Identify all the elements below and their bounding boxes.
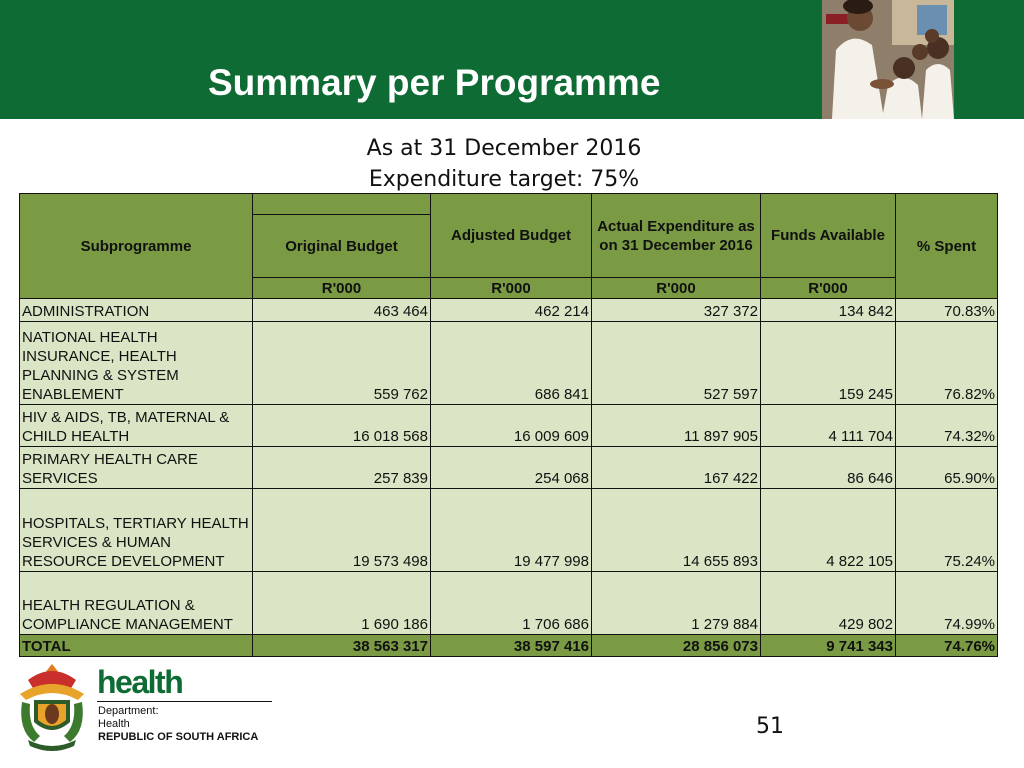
table-row	[20, 299, 998, 322]
brand-divider	[97, 701, 272, 702]
header-percent-spent: % Spent	[896, 194, 998, 299]
cell-funds-available: 4 111 704	[761, 405, 896, 447]
cell-original-budget: 257 839	[253, 447, 431, 489]
row-name: HIV & AIDS, TB, MATERNAL & CHILD HEALTH	[20, 405, 253, 447]
unit-label: R'000	[253, 278, 431, 299]
row-name: PRIMARY HEALTH CARE SERVICES	[20, 447, 253, 489]
row-name: HOSPITALS, TERTIARY HEALTH SERVICES & HUMAN RESOURCE DEVELOPMENT	[20, 489, 253, 572]
cell-funds-available: 86 646	[761, 447, 896, 489]
nurse-with-children-photo	[822, 0, 954, 119]
cell-percent-spent: 76.82%	[896, 322, 998, 405]
cell-original-budget: 19 573 498	[253, 489, 431, 572]
total-label: TOTAL	[20, 635, 253, 657]
cell-actual-expenditure: 1 279 884	[592, 572, 761, 635]
programme-summary-table	[19, 193, 998, 657]
cell-adjusted-budget: 16 009 609	[431, 405, 592, 447]
total-adjusted-budget: 38 597 416	[431, 635, 592, 657]
total-original-budget: 38 563 317	[253, 635, 431, 657]
header-adjusted-budget: Adjusted Budget	[431, 194, 592, 278]
total-row	[20, 635, 998, 657]
cell-actual-expenditure: 14 655 893	[592, 489, 761, 572]
cell-adjusted-budget: 686 841	[431, 322, 592, 405]
coat-of-arms-logo	[14, 660, 90, 752]
cell-percent-spent: 75.24%	[896, 489, 998, 572]
cell-original-budget: 463 464	[253, 299, 431, 322]
cell-funds-available: 429 802	[761, 572, 896, 635]
unit-label: R'000	[761, 278, 896, 299]
cell-funds-available: 4 822 105	[761, 489, 896, 572]
cell-percent-spent: 74.32%	[896, 405, 998, 447]
total-funds-available: 9 741 343	[761, 635, 896, 657]
table-row	[20, 405, 998, 447]
cell-percent-spent: 70.83%	[896, 299, 998, 322]
unit-label: R'000	[592, 278, 761, 299]
cell-adjusted-budget: 462 214	[431, 299, 592, 322]
cell-funds-available: 134 842	[761, 299, 896, 322]
cell-percent-spent: 74.99%	[896, 572, 998, 635]
cell-actual-expenditure: 527 597	[592, 322, 761, 405]
page-title: Summary per Programme	[208, 62, 661, 103]
total-percent-spent: 74.76%	[896, 635, 998, 657]
table-row	[20, 447, 998, 489]
header-spacer	[253, 194, 431, 215]
header-funds-available: Funds Available	[761, 194, 896, 278]
cell-actual-expenditure: 327 372	[592, 299, 761, 322]
table-row	[20, 572, 998, 635]
cell-original-budget: 1 690 186	[253, 572, 431, 635]
table-row	[20, 489, 998, 572]
department-line: Department:	[98, 705, 159, 717]
cell-funds-available: 159 245	[761, 322, 896, 405]
cell-adjusted-budget: 254 068	[431, 447, 592, 489]
department-name: Health	[98, 718, 130, 730]
header-original-budget: Original Budget	[253, 215, 431, 278]
page-number: 51	[756, 714, 784, 739]
row-name: ADMINISTRATION	[20, 299, 253, 322]
cell-adjusted-budget: 19 477 998	[431, 489, 592, 572]
title-banner	[0, 0, 1024, 119]
cell-actual-expenditure: 167 422	[592, 447, 761, 489]
header-subprogramme: Subprogramme	[20, 194, 253, 299]
unit-label: R'000	[431, 278, 592, 299]
cell-original-budget: 16 018 568	[253, 405, 431, 447]
health-brand-wordmark: health	[97, 664, 183, 700]
cell-adjusted-budget: 1 706 686	[431, 572, 592, 635]
cell-percent-spent: 65.90%	[896, 447, 998, 489]
department-label	[98, 705, 258, 744]
country-name: REPUBLIC OF SOUTH AFRICA	[98, 731, 259, 743]
header-actual-expenditure: Actual Expenditure as on 31 December 2016	[592, 194, 761, 278]
row-name: NATIONAL HEALTH INSURANCE, HEALTH PLANNING & SYSTEM ENABLEMENT	[20, 322, 253, 405]
total-actual-expenditure: 28 856 073	[592, 635, 761, 657]
expenditure-target: Expenditure target: 75%	[368, 167, 640, 192]
cell-original-budget: 559 762	[253, 322, 431, 405]
table-row	[20, 322, 998, 405]
report-date: As at 31 December 2016	[366, 136, 642, 161]
cell-actual-expenditure: 11 897 905	[592, 405, 761, 447]
row-name: HEALTH REGULATION & COMPLIANCE MANAGEMENT	[20, 572, 253, 635]
